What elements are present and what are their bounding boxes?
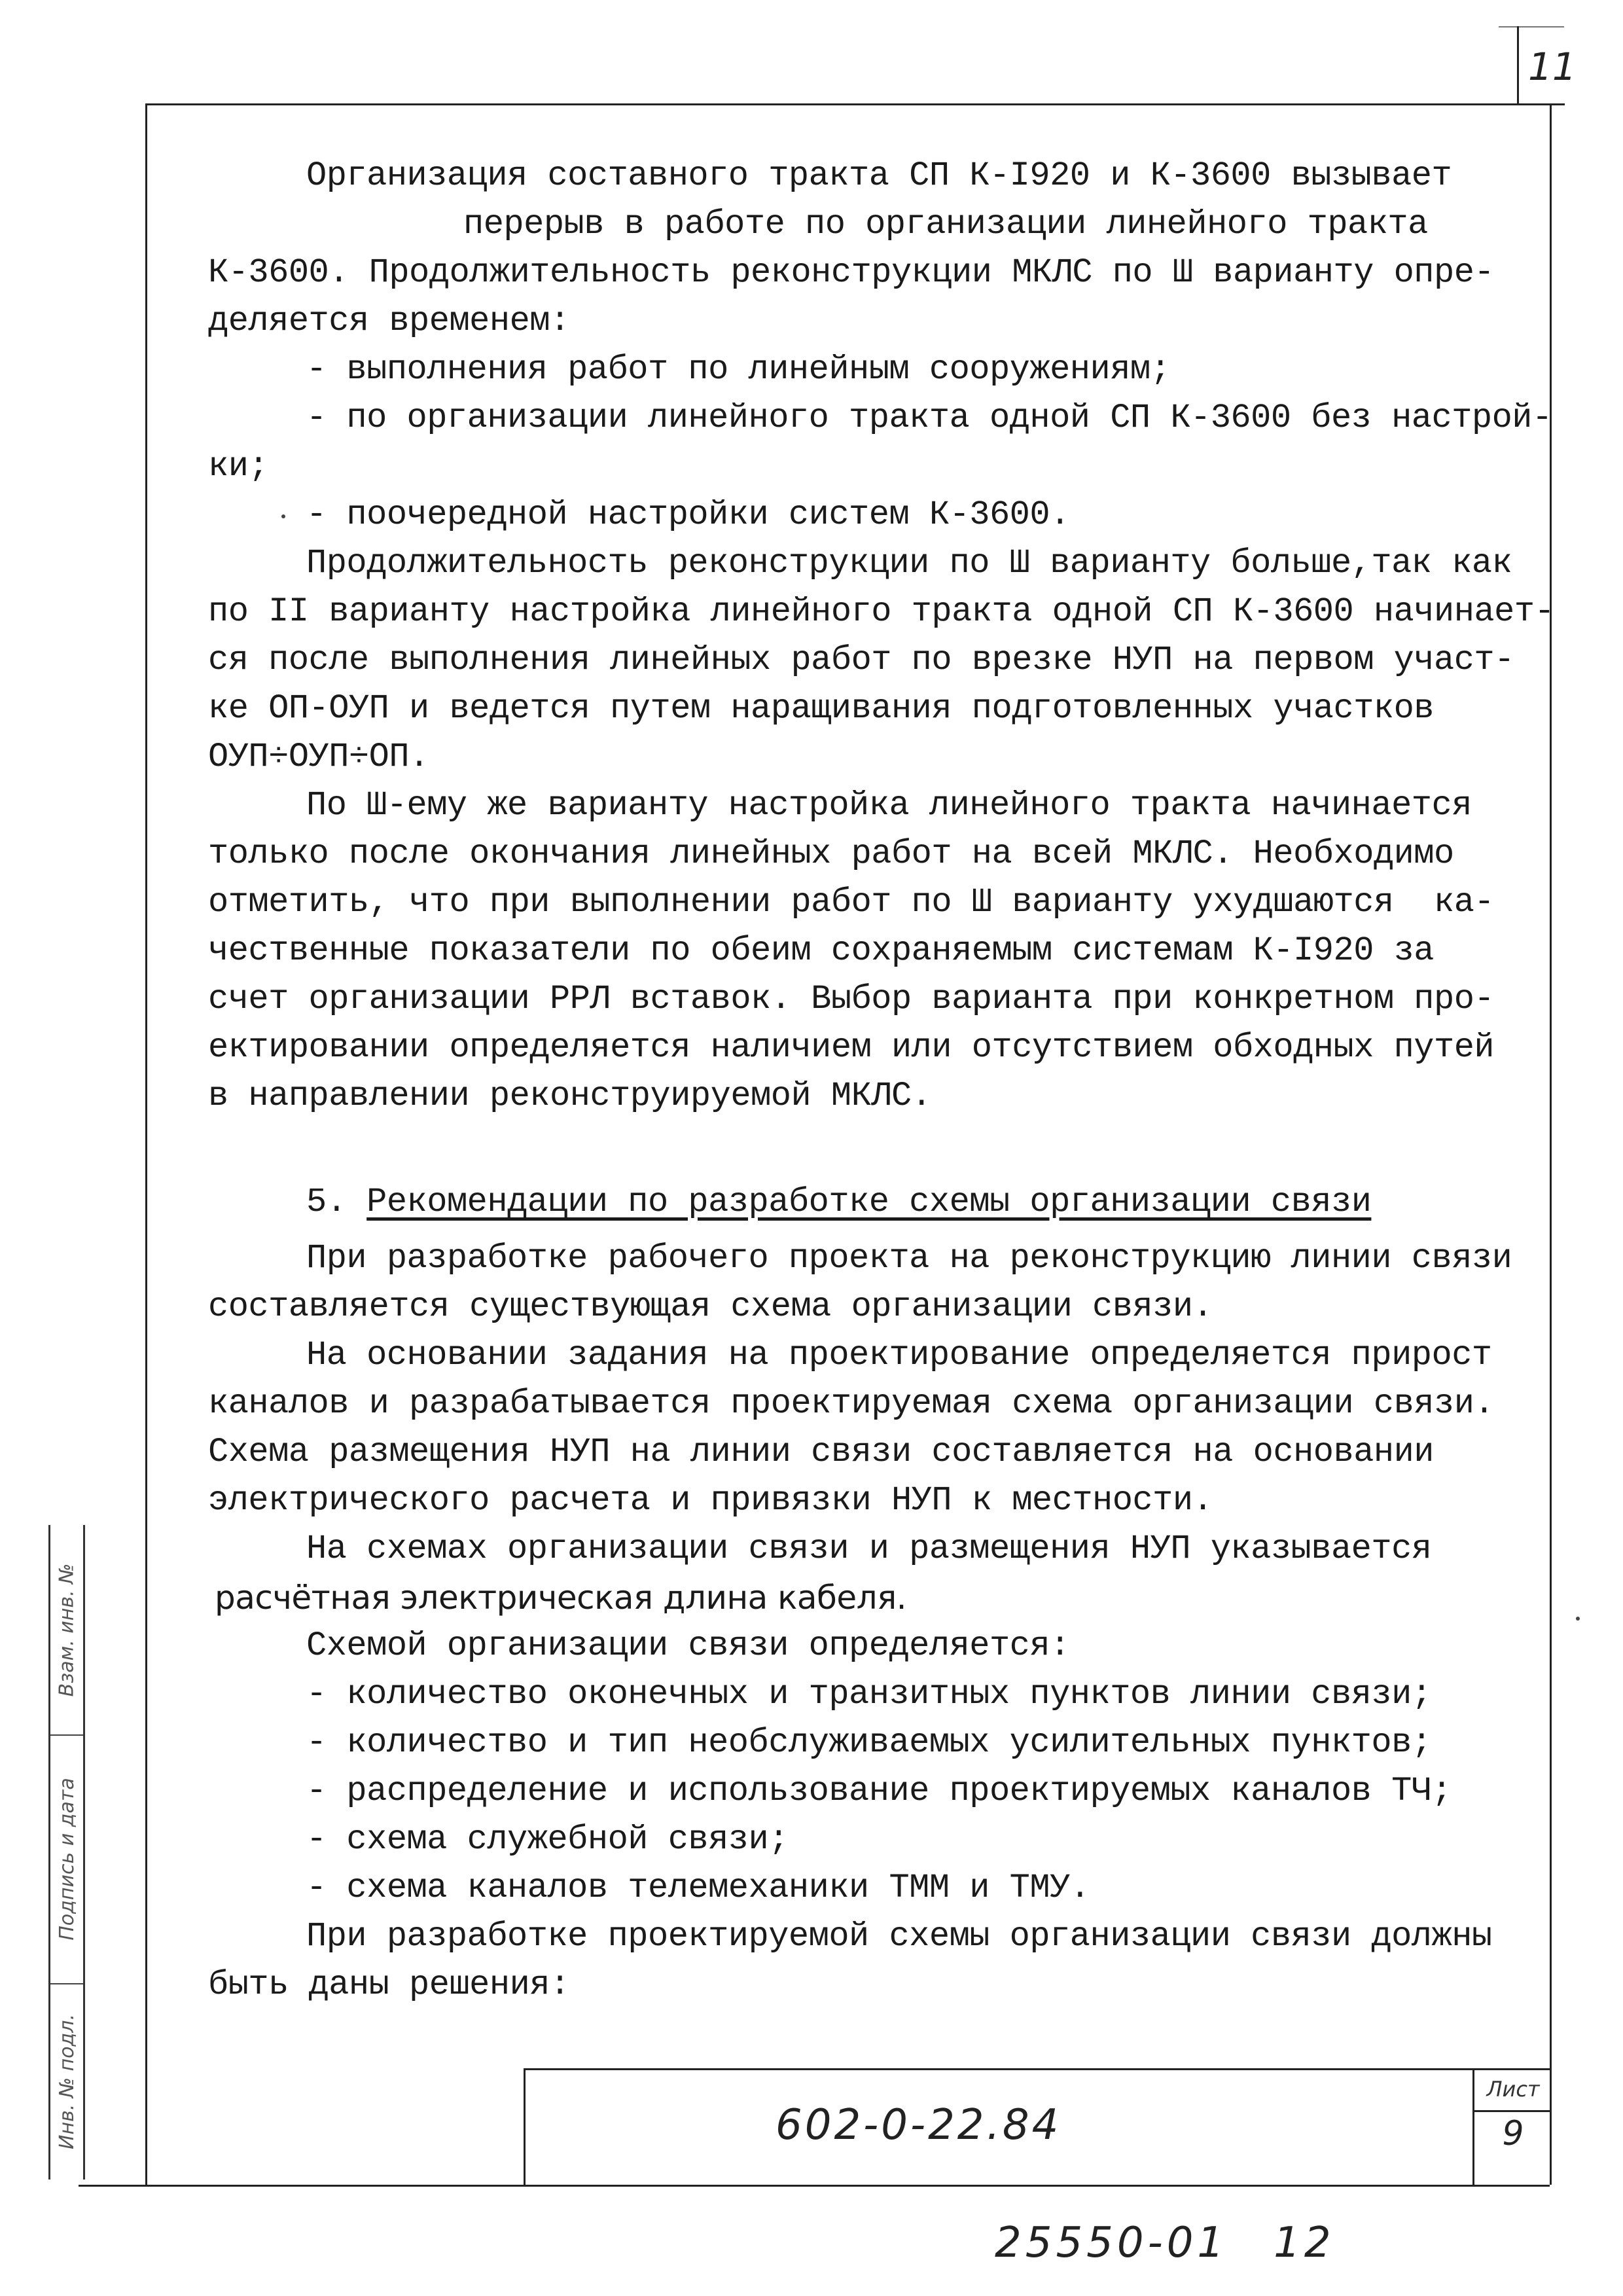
archive-number: 25550-01 — [995, 2219, 1228, 2267]
frame-left-border — [145, 103, 147, 2185]
text-line: Схема размещения НУП на линии связи составляется на основании — [208, 1433, 1435, 1471]
text-line: расчётная электрическая длина кабеля. — [215, 1579, 907, 1617]
text-line: ектировании определяется наличием или отсутствием обходных путей — [208, 1028, 1495, 1067]
archive-number-line — [995, 2219, 1335, 2267]
text-line: Организация составного тракта СП К-I920 и К-3600 вызывает — [306, 156, 1452, 195]
text-line: электрического расчета и привязки НУП к местности. — [208, 1481, 1213, 1520]
text-line: При разработке проектируемой схемы организации связи должны — [306, 1917, 1492, 1956]
scan-speck — [281, 514, 285, 518]
section-title: Рекомендации по разработке схемы организации связи — [366, 1183, 1372, 1221]
text-line: ке ОП-ОУП и ведется путем наращивания подготовленных участков — [208, 689, 1435, 728]
text-line: К-3600. Продолжительность реконструкции МКЛС по Ш варианту опре- — [208, 253, 1495, 292]
text-line: - количество оконечных и транзитных пунктов линии связи; — [306, 1675, 1432, 1713]
text-line: составляется существующая схема организации связи. — [208, 1287, 1213, 1326]
sheet-top-number: 11 — [1528, 45, 1577, 89]
text-line: по II варианту настройка линейного тракта одной СП К-3600 начинает- — [208, 592, 1555, 631]
text-line: На основании задания на проектирование определяется прирост — [306, 1336, 1492, 1374]
text-line: ки; — [208, 447, 269, 486]
text-line: быть даны решения: — [208, 1965, 570, 2004]
scan-speck — [1576, 1617, 1580, 1621]
text-line: - поочередной настройки систем К-3600. — [306, 495, 1070, 534]
text-line: перерыв в работе по организации линейного тракта — [463, 205, 1428, 243]
text-line: На схемах организации связи и размещения НУП указывается — [306, 1530, 1432, 1568]
frame-top-border — [145, 103, 1550, 105]
body-text-part2 — [208, 1234, 1556, 2009]
sheet-label: Лист — [1474, 2068, 1552, 2112]
text-line: - по организации линейного тракта одной СП К-3600 без настрой- — [306, 399, 1552, 437]
sheet-box — [1472, 2068, 1552, 2185]
text-line: только после окончания линейных работ на всей МКЛС. Необходимо — [208, 834, 1454, 873]
text-line: - выполнения работ по линейным сооружениям; — [306, 350, 1171, 389]
margin-cell-inventory: Инв. № подл. — [55, 2013, 79, 2149]
text-line: счет организации РРЛ вставок. Выбор варианта при конкретном про- — [208, 980, 1495, 1018]
text-line: По Ш-ему же варианту настройка линейного тракта начинается — [306, 786, 1472, 825]
text-line: в направлении реконструируемой МКЛС. — [208, 1077, 932, 1115]
text-line: - схема служебной связи; — [306, 1820, 789, 1859]
text-line: чественные показатели по обеим сохраняемым системам К-I920 за — [208, 931, 1435, 970]
text-line: отметить, что при выполнении работ по Ш варианту ухудшаются ка- — [208, 883, 1495, 922]
body-text-part1 — [208, 152, 1556, 1121]
text-line: Продолжительность реконструкции по Ш варианту больше,так как — [306, 544, 1512, 583]
margin-stamp — [48, 1525, 85, 2179]
section-heading — [208, 1178, 1556, 1227]
text-line: деляется временем: — [208, 302, 570, 340]
document-code: 602-0-22.84 — [776, 2101, 1061, 2149]
section-number: 5. — [306, 1183, 347, 1221]
copy-number: 12 — [1274, 2219, 1335, 2267]
text-line: ся после выполнения линейных работ по врезке НУП на первом участ- — [208, 641, 1514, 679]
text-line: - распределение и использование проектируемых каналов ТЧ; — [306, 1772, 1452, 1810]
text-line: - схема каналов телемеханики ТММ и ТМУ. — [306, 1869, 1090, 1907]
margin-cell-replacement: Взам. инв. № — [50, 1525, 83, 1736]
margin-cell-signature: Подпись и дата — [50, 1734, 83, 1984]
text-line: При разработке рабочего проекта на реконструкцию линии связи — [306, 1239, 1512, 1278]
text-line: ОУП÷ОУП÷ОП. — [208, 738, 429, 776]
text-line: - количество и тип необслуживаемых усилительных пунктов; — [306, 1723, 1432, 1762]
text-line: Схемой организации связи определяется: — [306, 1626, 1070, 1665]
sheet-number: 9 — [1502, 2114, 1524, 2153]
text-line: каналов и разрабатывается проектируемая схема организации связи. — [208, 1384, 1495, 1423]
